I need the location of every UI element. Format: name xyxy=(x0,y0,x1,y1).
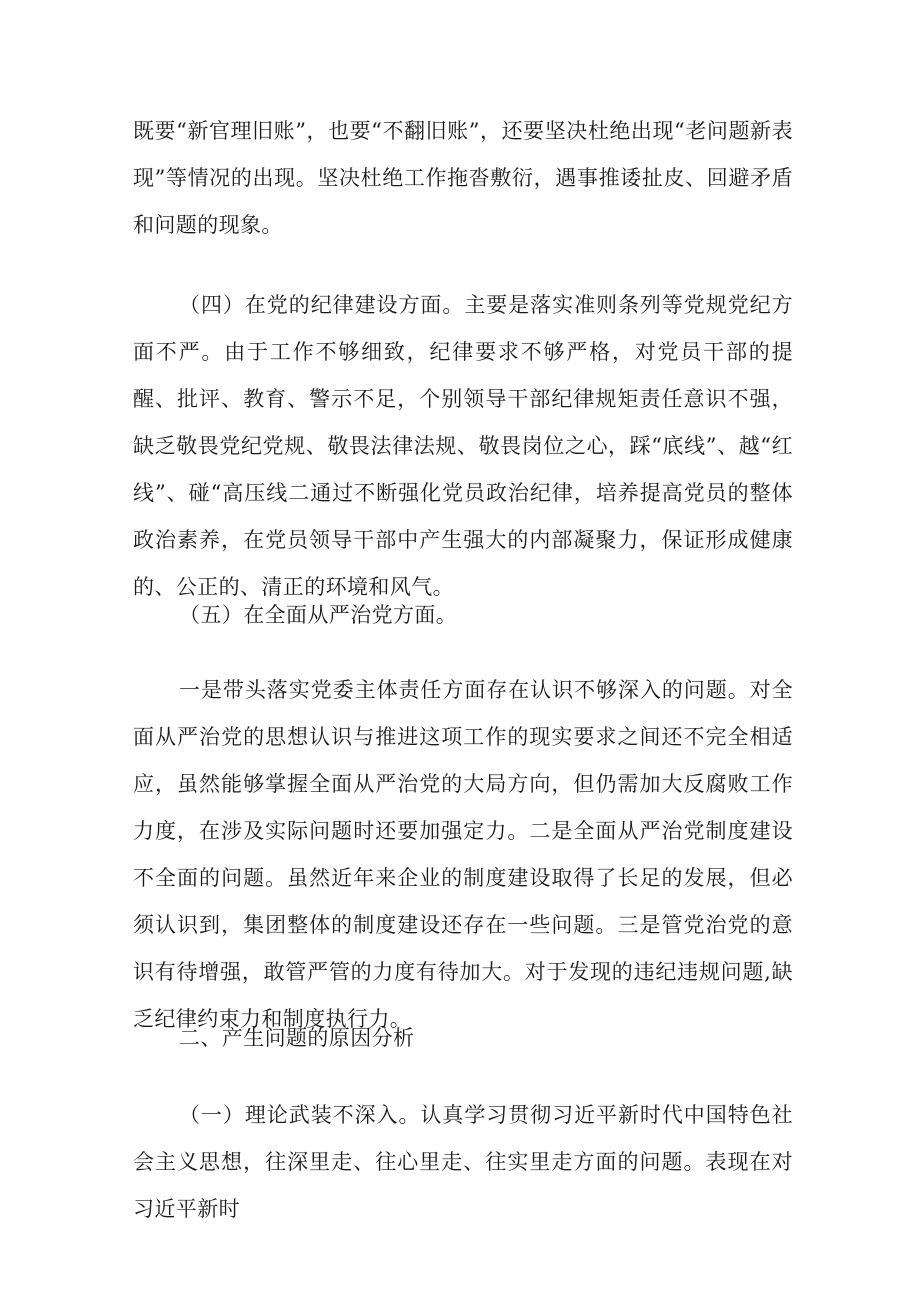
paragraph-continuation: 既要“新官理旧账”，也要“不翻旧账”，还要坚决杜绝出现“老问题新表现”等情况的出现。坚决杜绝工作拖沓敷衍，遇事推诿扯皮、回避矛盾和问题的现象。 xyxy=(133,119,793,237)
paragraph-theory-study: （一）理论武装不深入。认真学习贯彻习近平新时代中国特色社会主义思想，往深里走、往心里走、往实里走方面的问题。表现在对习近平新时 xyxy=(133,1103,793,1221)
section-heading-cause-analysis: 二、产生问题的原因分析 xyxy=(179,1026,415,1050)
paragraph-strict-governance-issues: 一是带头落实党委主体责任方面存在认识不够深入的问题。对全面从严治党的思想认识与推进这项工作的现实要求之间还不完全相适应，虽然能够掌握全面从严治党的大局方向，但仍需加大反腐败工作力度，在涉及实际问题时还要加强定力。二是全面从严治党制度建设不全面的问题。虽然近年来企业的制度建设取得了长足的发展，但必须认识到，集团整体的制度建设还存在一些问题。三是管党治党的意识有待增强，敢管严管的力度有待加大。对于发现的违纪违规问题,缺乏纪律约束力和制度执行力。 xyxy=(133,678,793,1031)
section-heading-strict-governance: （五）在全面从严治党方面。 xyxy=(179,603,458,627)
paragraph-discipline-building: （四）在党的纪律建设方面。主要是落实准则条列等党规党纪方面不严。由于工作不够细致，纪律要求不够严格，对党员干部的提醒、批评、教育、警示不足，个别领导干部纪律规矩责任意识不强，缺乏敬畏党纪党规、敬畏法律法规、敬畏岗位之心，踩“底线”、越“红线”、碰“高压线二通过不断强化党员政治纪律，培养提高党员的整体政治素养，在党员领导干部中产生强大的内部凝聚力，保证形成健康的、公正的、清正的环境和风气。 xyxy=(133,293,793,599)
